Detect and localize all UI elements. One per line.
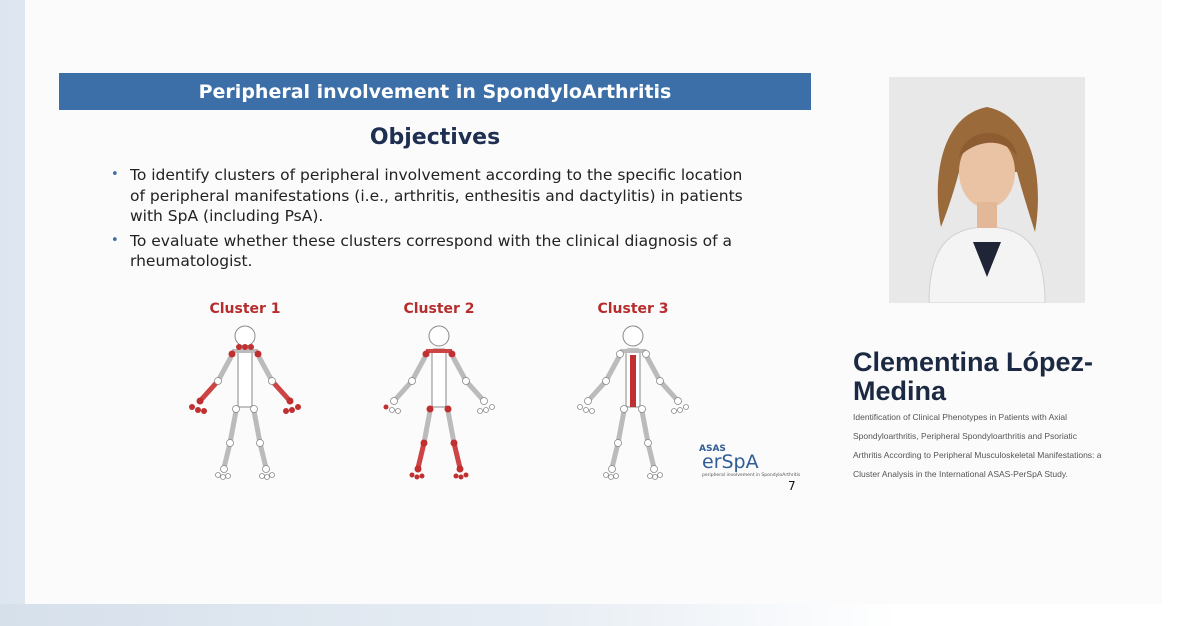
speaker-description: Identification of Clinical Phenotypes in Patients with Axial Spondyloarthritis, Peripheral Spondyloarthritis and Psoriatic Arthritis According to Peripheral Musculoskeletal Manifestations: a Cluster Analysis in the International ASAS-PerSpA Study.: [853, 412, 1102, 479]
objectives-list: [111, 165, 761, 276]
persp-logo-prefix: ASAS: [699, 444, 726, 454]
objectives-title: Objectives: [369, 125, 501, 150]
cluster-1-skeleton-icon: [180, 323, 310, 488]
slide-header: [59, 73, 811, 110]
objective-item: [111, 231, 761, 272]
bottom-strip: [0, 604, 1200, 626]
slide-number: 7: [788, 479, 796, 493]
objective-item: [111, 165, 761, 227]
slide-header-title: Peripheral involvement in SpondyloArthritis: [198, 80, 672, 103]
bullet-icon: •: [111, 167, 119, 182]
cluster-1-label: Cluster 1: [209, 301, 281, 317]
bullet-icon: •: [111, 232, 119, 248]
objective-text: To evaluate whether these clusters correspond with the clinical diagnosis of a rheumatologist.: [130, 231, 732, 270]
persp-logo: erSpA: [702, 451, 759, 473]
cluster-2-skeleton-icon: [374, 323, 504, 488]
persp-logo-subtext: peripheral involvement in SpondyloArthritis: [702, 473, 801, 478]
speaker-name: Clementina López-Medina: [853, 347, 1094, 406]
cluster-3-skeleton-icon: [568, 323, 698, 488]
objective-text: To identify clusters of peripheral involvement according to the specific location of peripheral manifestations (i.e., arthritis, enthesitis and dactylitis) in patients with SpA (including PsA).: [130, 166, 743, 225]
speaker-photo: [889, 77, 1085, 303]
slide: [59, 73, 811, 499]
cluster-3-label: Cluster 3: [597, 301, 669, 317]
cluster-2-label: Cluster 2: [403, 301, 475, 317]
